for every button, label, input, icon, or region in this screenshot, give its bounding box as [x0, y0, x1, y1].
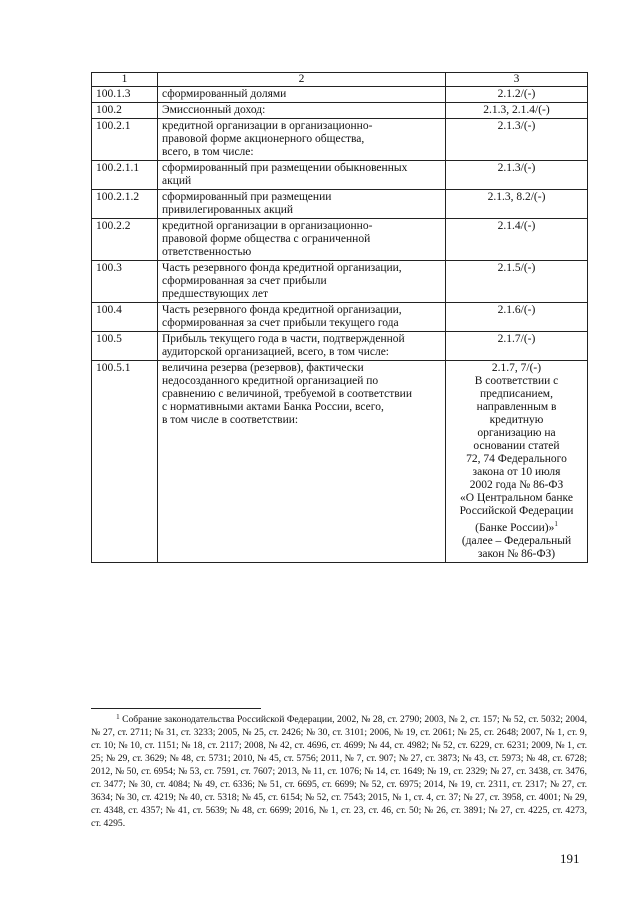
row-reference: 2.1.2/(-) [446, 87, 588, 103]
row-description: сформированный долями [158, 87, 446, 103]
footnote-marker: 1 [554, 520, 558, 528]
footnote-divider [91, 708, 261, 709]
table-row [92, 219, 588, 261]
row-description: кредитной организации в организационно- правовой форме акционерного общества, всего, в том числе: [158, 119, 446, 161]
capital-items-table [91, 72, 588, 563]
row-code: 100.4 [92, 303, 158, 332]
row-description: Эмиссионный доход: [158, 103, 446, 119]
footnote [91, 713, 587, 830]
footnote-mark: 1 [116, 713, 120, 721]
table-row [92, 261, 588, 303]
column-header: 3 [446, 73, 588, 87]
row-code: 100.2 [92, 103, 158, 119]
table-row [92, 332, 588, 361]
table-header-row [92, 73, 588, 87]
row-reference: 2.1.3, 8.2/(-) [446, 190, 588, 219]
row-reference: 2.1.3/(-) [446, 161, 588, 190]
table-row [92, 119, 588, 161]
table-row [92, 87, 588, 103]
row-reference: 2.1.5/(-) [446, 261, 588, 303]
row-description: кредитной организации в организационно- правовой форме общества с ограниченной ответственностью [158, 219, 446, 261]
row-code: 100.2.1.1 [92, 161, 158, 190]
row-reference: 2.1.7/(-) [446, 332, 588, 361]
row-code: 100.5 [92, 332, 158, 361]
row-reference: 2.1.3, 2.1.4/(-) [446, 103, 588, 119]
row-description: сформированный при размещении обыкновенных акций [158, 161, 446, 190]
row-code: 100.3 [92, 261, 158, 303]
row-code: 100.5.1 [92, 361, 158, 563]
row-code: 100.1.3 [92, 87, 158, 103]
footnote-text: Собрание законодательства Российской Федерации, 2002, № 28, ст. 2790; 2003, № 2, ст. 157; № 52, ст. 5032; 2004, № 27, ст. 2711; № 31, ст. 3233; 2005, № 25, ст. 2426; № 30, ст. 3101; 2006, № 19, ст. 2061; № 25, ст. 2648; 2007, № 1, ст. 9, ст. 10; № 10, ст. 1151; № 18, ст. 2117; 2008, № 42, ст. 4696, ст. 4699; № 44, ст. 4982; № 52, ст. 6229, ст. 6231; 2009, № 1, ст. 25; № 29, ст. 3629; № 48, ст. 5731; 2010, № 45, ст. 5756; 2011, № 7, ст. 907; № 27, ст. 3873; № 43, ст. 5973; № 48, ст. 6728; 2012, № 50, ст. 6954; № 53, ст. 7591, ст. 7607; 2013, № 11, ст. 1076; № 14, ст. 1649; № 19, ст. 2329; № 27, ст. 3438, ст. 3476, ст. 3477; № 30, ст. 4084; № 49, ст. 6336; № 51, ст. 6695, ст. 6699; № 52, ст. 6975; 2014, № 19, ст. 2311, ст. 2317; № 27, ст. 3634; № 30, ст. 4219; № 40, ст. 5318; № 45, ст. 6154; № 52, ст. 7543; 2015, № 1, ст. 4, ст. 37; № 27, ст. 3958, ст. 4001; № 29, ст. 4348, ст. 4357; № 41, ст. 5639; № 48, ст. 6699; 2016, № 1, ст. 23, ст. 46, ст. 50; № 26, ст. 3891; № 27, ст. 4225, ст. 4273, ст. 4295. [91, 714, 588, 829]
row-description: величина резерва (резервов), фактически недосозданного кредитной организацией по сравнению с величиной, требуемой в соответствии с нормативными актами Банка России, всего, в том числе в соответствии: [158, 361, 446, 563]
column-header: 1 [92, 73, 158, 87]
row-reference: 2.1.6/(-) [446, 303, 588, 332]
table-row [92, 190, 588, 219]
table-row [92, 103, 588, 119]
table-row [92, 161, 588, 190]
table-row [92, 361, 588, 563]
row-description: Часть резервного фонда кредитной организации, сформированная за счет прибыли предшествующих лет [158, 261, 446, 303]
row-description: Часть резервного фонда кредитной организации, сформированная за счет прибыли текущего года [158, 303, 446, 332]
row-reference-cell [446, 361, 588, 563]
row-code: 100.2.1 [92, 119, 158, 161]
row-reference: 2.1.4/(-) [446, 219, 588, 261]
row-reference: 2.1.3/(-) [446, 119, 588, 161]
column-header: 2 [158, 73, 446, 87]
row-description: Прибыль текущего года в части, подтвержденной аудиторской организацией, всего, в том числе: [158, 332, 446, 361]
row-code: 100.2.1.2 [92, 190, 158, 219]
row-description: сформированный при размещении привилегированных акций [158, 190, 446, 219]
table-row [92, 303, 588, 332]
row-code: 100.2.2 [92, 219, 158, 261]
page-number: 191 [560, 851, 580, 866]
row-reference-tail: (далее – Федеральный закон № 86-ФЗ) [461, 534, 572, 560]
row-reference: 2.1.7, 7/(-) В соответствии с предписанием, направленным в кредитную организацию на основании статей 72, 74 Федерального закона от 10 июля 2002 года № 86-ФЗ «О Центральном банке Российской Федерации (Банке России)» [459, 362, 574, 534]
